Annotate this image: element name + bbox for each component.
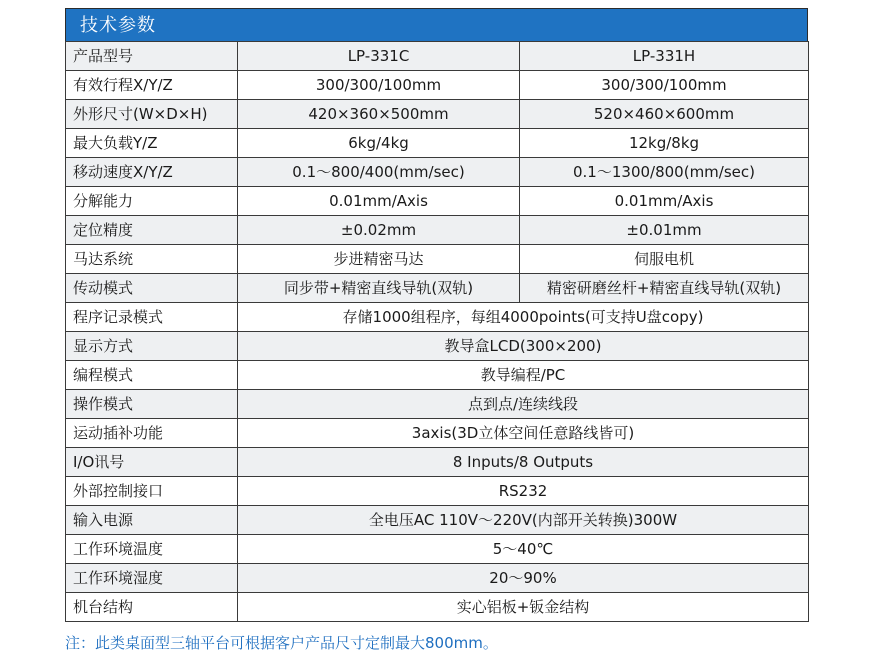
- spec-table-container: [65, 8, 808, 622]
- row-value-lp-331c: LP-331C: [238, 42, 520, 71]
- row-label: 工作环境湿度: [66, 564, 238, 593]
- row-label: 外形尺寸(W×D×H): [66, 100, 238, 129]
- row-value-lp-331c: 6kg/4kg: [238, 129, 520, 158]
- row-value-lp-331h: 300/300/100mm: [520, 71, 809, 100]
- row-value-shared: 5～40℃: [238, 535, 809, 564]
- row-label: 最大负载Y/Z: [66, 129, 238, 158]
- row-value-lp-331c: 420×360×500mm: [238, 100, 520, 129]
- row-value-lp-331c: ±0.02mm: [238, 216, 520, 245]
- row-value-lp-331c: 0.1～800/400(mm/sec): [238, 158, 520, 187]
- row-label: 显示方式: [66, 332, 238, 361]
- table-row: [66, 448, 809, 477]
- table-row: [66, 158, 809, 187]
- row-value-lp-331c: 步进精密马达: [238, 245, 520, 274]
- table-row: [66, 129, 809, 158]
- table-row: [66, 506, 809, 535]
- row-label: 机台结构: [66, 593, 238, 622]
- table-row: [66, 390, 809, 419]
- row-label: 输入电源: [66, 506, 238, 535]
- row-label: 操作模式: [66, 390, 238, 419]
- row-value-shared: 全电压AC 110V～220V(内部开关转换)300W: [238, 506, 809, 535]
- row-label: 移动速度X/Y/Z: [66, 158, 238, 187]
- row-value-shared: 点到点/连续线段: [238, 390, 809, 419]
- row-value-shared: RS232: [238, 477, 809, 506]
- row-value-lp-331h: 伺服电机: [520, 245, 809, 274]
- table-row: [66, 187, 809, 216]
- table-row: [66, 100, 809, 129]
- table-row: [66, 564, 809, 593]
- row-label: 传动模式: [66, 274, 238, 303]
- row-label: 产品型号: [66, 42, 238, 71]
- table-row: [66, 216, 809, 245]
- table-row: [66, 71, 809, 100]
- row-value-lp-331c: 300/300/100mm: [238, 71, 520, 100]
- table-row: [66, 42, 809, 71]
- row-value-shared: 20～90%: [238, 564, 809, 593]
- row-value-shared: 教导盒LCD(300×200): [238, 332, 809, 361]
- row-label: 工作环境温度: [66, 535, 238, 564]
- table-row: [66, 332, 809, 361]
- row-value-lp-331h: 精密研磨丝杆+精密直线导轨(双轨): [520, 274, 809, 303]
- row-value-lp-331h: 0.01mm/Axis: [520, 187, 809, 216]
- row-value-lp-331h: 12kg/8kg: [520, 129, 809, 158]
- table-row: [66, 361, 809, 390]
- row-label: 有效行程X/Y/Z: [66, 71, 238, 100]
- table-row: [66, 419, 809, 448]
- row-label: 定位精度: [66, 216, 238, 245]
- row-value-lp-331c: 同步带+精密直线导轨(双轨): [238, 274, 520, 303]
- spec-table: [65, 41, 809, 622]
- row-value-shared: 存储1000组程序，每组4000points(可支持U盘copy): [238, 303, 809, 332]
- row-value-shared: 实心铝板+钣金结构: [238, 593, 809, 622]
- spec-table-body: [66, 42, 809, 622]
- table-row: [66, 303, 809, 332]
- row-value-lp-331c: 0.01mm/Axis: [238, 187, 520, 216]
- table-row: [66, 477, 809, 506]
- row-value-shared: 3axis(3D立体空间任意路线皆可): [238, 419, 809, 448]
- table-row: [66, 274, 809, 303]
- row-value-shared: 教导编程/PC: [238, 361, 809, 390]
- row-label: 马达系统: [66, 245, 238, 274]
- row-label: 程序记录模式: [66, 303, 238, 332]
- row-value-lp-331h: 0.1～1300/800(mm/sec): [520, 158, 809, 187]
- row-value-lp-331h: ±0.01mm: [520, 216, 809, 245]
- table-row: [66, 593, 809, 622]
- row-label: 分解能力: [66, 187, 238, 216]
- row-value-lp-331h: 520×460×600mm: [520, 100, 809, 129]
- row-label: 编程模式: [66, 361, 238, 390]
- row-label: I/O讯号: [66, 448, 238, 477]
- table-row: [66, 245, 809, 274]
- footnote: 注：此类桌面型三轴平台可根据客户产品尺寸定制最大800mm。: [65, 634, 498, 652]
- row-value-shared: 8 Inputs/8 Outputs: [238, 448, 809, 477]
- table-title: 技术参数: [65, 8, 808, 41]
- row-value-lp-331h: LP-331H: [520, 42, 809, 71]
- row-label: 运动插补功能: [66, 419, 238, 448]
- table-row: [66, 535, 809, 564]
- row-label: 外部控制接口: [66, 477, 238, 506]
